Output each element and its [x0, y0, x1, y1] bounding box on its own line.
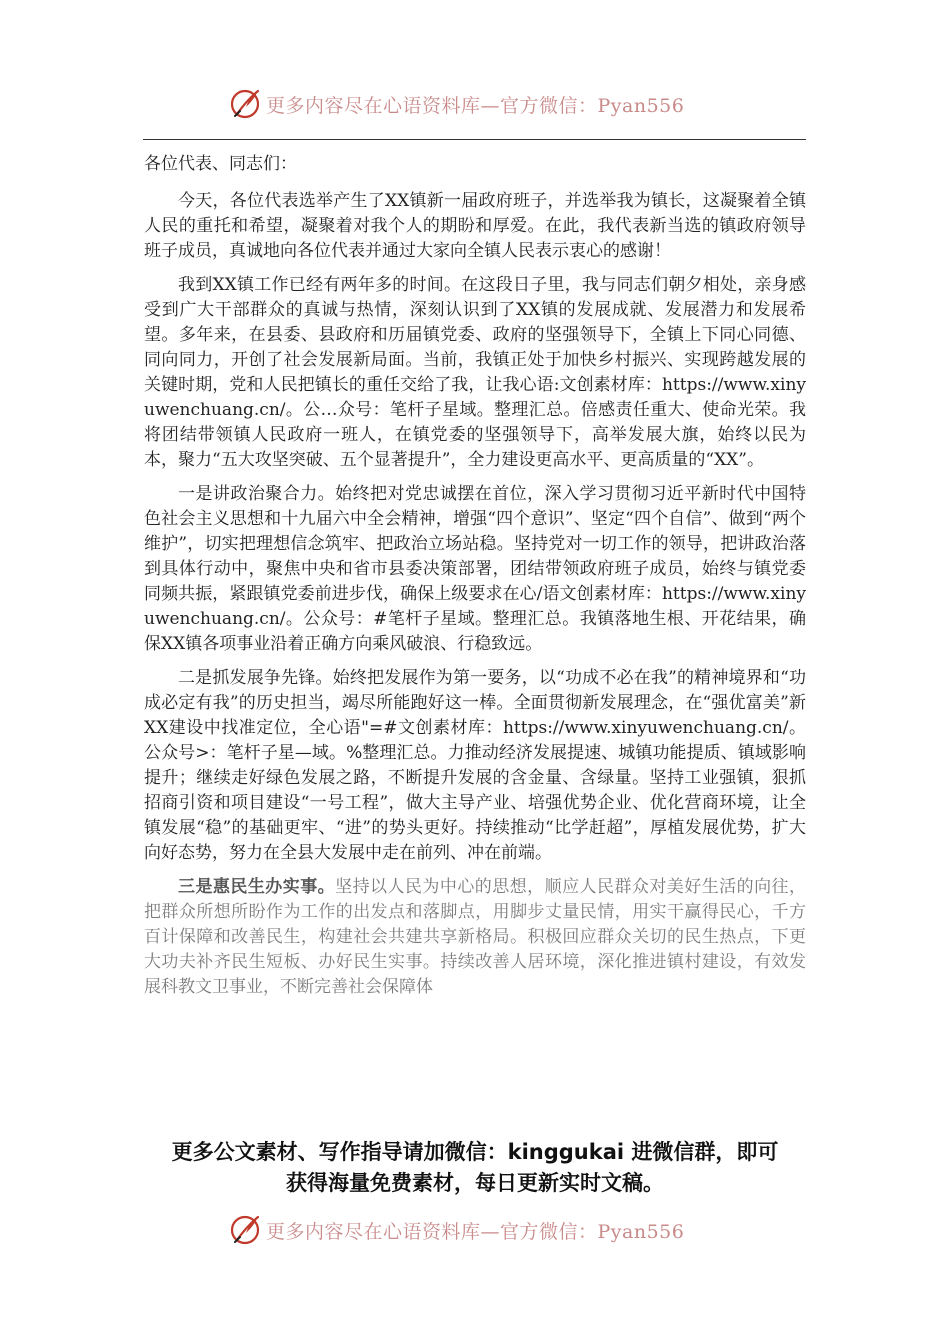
header-banner-text: 更多内容尽在心语资料库—官方微信：Pyan556: [266, 94, 685, 117]
paragraph-4: 二是抓发展争先锋。始终把发展作为第一要务，以“功成不必在我”的精神境界和“功成必定有我”的历史担当，竭尽所能跑好这一棒。全面贯彻新发展理念，在“强优富美”新XX建设中找准定位，全心语"=#文创素材库：https://www.xinyuwenchuang.cn/。公众号>：笔杆子星—域。%整理汇总。力推动经济发展提速、城镇功能提质、镇域影响提升；继续走好绿色发展之路，不断提升发展的含金量、含绿量。坚持工业强镇，狠抓招商引资和项目建设“一号工程”，做大主导产业、培强优势企业、优化营商环境，让全镇发展“稳”的基础更牢、“进”的势头更好。持续推动“比学赶超”，厚植发展优势，扩大向好态势，努力在全县大发展中走在前列、冲在前端。: [144, 668, 806, 863]
quill-logo-icon: [228, 87, 262, 121]
footer-banner-text: 更多内容尽在心语资料库—官方微信：Pyan556: [266, 1220, 685, 1243]
header-divider: [143, 139, 806, 140]
paragraph-5-text: 坚持以人民为中心的思想，顺应人民群众对美好生活的向往，把群众所想所盼作为工作的出发点和落脚点，用脚步丈量民情，用实干赢得民心，千方百计保障和改善民生，构建社会共建共享新格局。积极回应群众关切的民生热点，下更大功夫补齐民生短板、办好民生实事。持续改善人居环境，深化推进镇村建设，有效发展科教文卫事业，不断完善社会保障体: [144, 877, 807, 997]
quill-logo-icon: [228, 1213, 262, 1247]
footer-banner[interactable]: [228, 1210, 748, 1250]
document-body: [144, 152, 806, 1009]
promo-line-1: 更多公文素材、写作指导请加微信：kinggukai 进微信群，即可: [171, 1140, 779, 1164]
paragraph-5: [144, 875, 806, 1000]
paragraph-2: 我到XX镇工作已经有两年多的时间。在这段日子里，我与同志们朝夕相处，亲身感受到广大干部群众的真诚与热情，深刻认识到了XX镇的发展成就、发展潜力和发展希望。多年来，在县委、县政府和历届镇党委、政府的坚强领导下，全镇上下同心同德、同向同力，开创了社会发展新局面。当前，我镇正处于加快乡村振兴、实现跨越发展的关键时期，党和人民把镇长的重任交给了我，让我心语:文创素材库：https://www.xinyuwenchuang.cn/。公…众号：笔杆子星域。整理汇总。倍感责任重大、使命光荣。我将团结带领镇人民政府一班人，在镇党委的坚强领导下，高举发展大旗，始终以民为本，聚力“五大攻坚突破、五个显著提升”，全力建设更高水平、更高质量的“XX”。: [144, 275, 806, 470]
header-banner[interactable]: [228, 84, 748, 124]
paragraph-3: 一是讲政治聚合力。始终把对党忠诚摆在首位，深入学习贯彻习近平新时代中国特色社会主义思想和十九届六中全会精神，增强“四个意识”、坚定“四个自信”、做到“两个维护”，切实把理想信念筑牢、把政治立场站稳。坚持党对一切工作的领导，把讲政治落到具体行动中，聚焦中央和省市县委决策部署，团结带领政府班子成员，始终与镇党委同频共振，紧跟镇党委前进步伐，确保上级要求在心/语文创素材库：https://www.xinyuwenchuang.cn/。公众号：#笔杆子星域。整理汇总。我镇落地生根、开花结果，确保XX镇各项事业沿着正确方向乘风破浪、行稳致远。: [144, 484, 806, 654]
promo-notice: [140, 1137, 810, 1199]
text-fade-overlay: [140, 1060, 810, 1120]
paragraph-5-lead: 三是惠民生办实事。: [178, 877, 336, 897]
promo-line-2: 获得海量免费素材，每日更新实时文稿。: [286, 1171, 664, 1195]
paragraph-1: 今天，各位代表选举产生了XX镇新一届政府班子，并选举我为镇长，这凝聚着全镇人民的重托和希望，凝聚着对我个人的期盼和厚爱。在此，我代表新当选的镇政府领导班子成员，真诚地向各位代表并通过大家向全镇人民表示衷心的感谢！: [144, 191, 806, 261]
salutation: 各位代表、同志们：: [144, 154, 297, 174]
